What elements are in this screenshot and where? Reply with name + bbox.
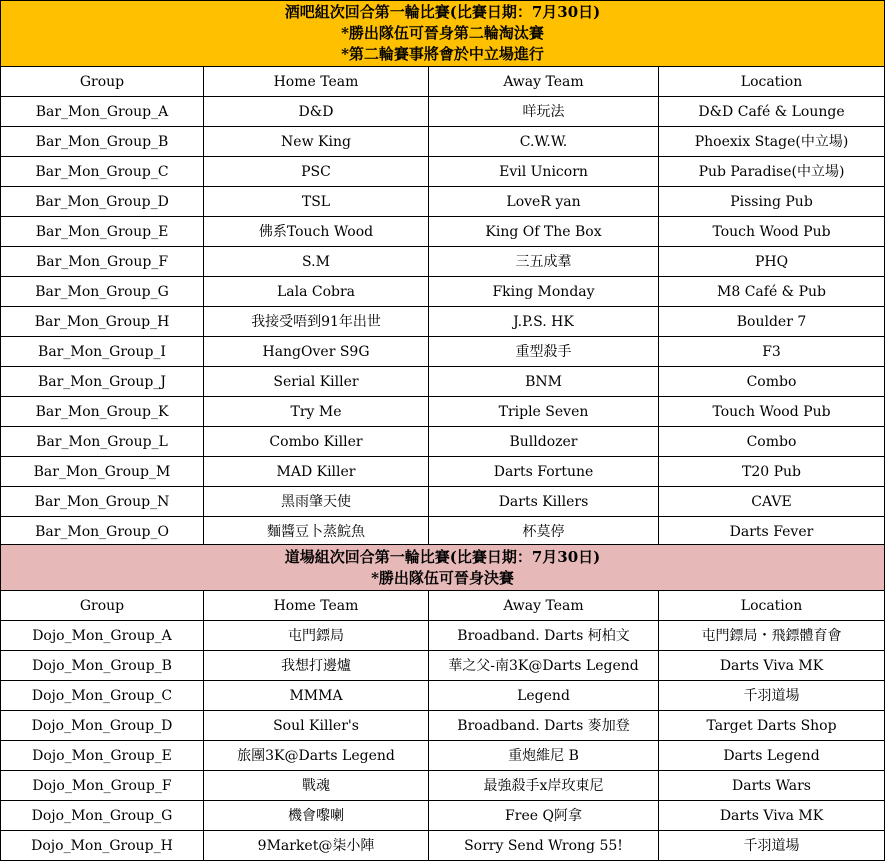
cell-home-team[interactable]: TSL: [204, 187, 429, 217]
cell-away-team[interactable]: Sorry Send Wrong 55!: [429, 831, 659, 861]
cell-group[interactable]: Dojo_Mon_Group_D: [1, 711, 204, 741]
bar-banner-title: 酒吧組次回合第一輪比賽(比賽日期：7月30日): [284, 3, 601, 21]
cell-group[interactable]: Bar_Mon_Group_H: [1, 307, 204, 337]
cell-location[interactable]: Pub Paradise(中立場): [659, 157, 885, 187]
cell-home-team[interactable]: MAD Killer: [204, 457, 429, 487]
bar-table-body: [1, 97, 885, 547]
cell-location[interactable]: D&D Café & Lounge: [659, 97, 885, 127]
cell-group[interactable]: Bar_Mon_Group_L: [1, 427, 204, 457]
cell-group[interactable]: Dojo_Mon_Group_C: [1, 681, 204, 711]
cell-location[interactable]: 千羽道場: [659, 681, 885, 711]
table-row: [1, 427, 885, 457]
table-row: [1, 307, 885, 337]
table-row: [1, 651, 885, 681]
cell-home-team[interactable]: Try Me: [204, 397, 429, 427]
header-cell-location[interactable]: Location: [659, 67, 885, 97]
cell-away-team[interactable]: Darts Killers: [429, 487, 659, 517]
cell-location[interactable]: Touch Wood Pub: [659, 397, 885, 427]
cell-home-team[interactable]: 戰魂: [204, 771, 429, 801]
cell-location[interactable]: Target Darts Shop: [659, 711, 885, 741]
header-cell-group[interactable]: Group: [1, 67, 204, 97]
header-cell-home-team[interactable]: Home Team: [204, 67, 429, 97]
dojo-group-schedule-table: [0, 544, 885, 861]
cell-location[interactable]: Darts Viva MK: [659, 651, 885, 681]
cell-location[interactable]: F3: [659, 337, 885, 367]
cell-away-team[interactable]: Bulldozer: [429, 427, 659, 457]
bar-banner-note-1: *勝出隊伍可晉身第二輪淘汰賽: [341, 24, 544, 42]
bar-banner-row: [1, 1, 885, 67]
cell-away-team[interactable]: Fking Monday: [429, 277, 659, 307]
cell-group[interactable]: Bar_Mon_Group_N: [1, 487, 204, 517]
cell-location[interactable]: Phoexix Stage(中立場): [659, 127, 885, 157]
table-row: [1, 157, 885, 187]
table-row: [1, 337, 885, 367]
cell-home-team[interactable]: Soul Killer's: [204, 711, 429, 741]
cell-group[interactable]: Dojo_Mon_Group_F: [1, 771, 204, 801]
cell-away-team[interactable]: Free Q阿拿: [429, 801, 659, 831]
cell-location[interactable]: M8 Café & Pub: [659, 277, 885, 307]
cell-group[interactable]: Bar_Mon_Group_D: [1, 187, 204, 217]
cell-home-team[interactable]: Serial Killer: [204, 367, 429, 397]
cell-group[interactable]: Bar_Mon_Group_M: [1, 457, 204, 487]
cell-group[interactable]: Dojo_Mon_Group_A: [1, 621, 204, 651]
cell-group[interactable]: Bar_Mon_Group_B: [1, 127, 204, 157]
cell-away-team[interactable]: LoveR yan: [429, 187, 659, 217]
cell-home-team[interactable]: 屯門鏢局: [204, 621, 429, 651]
cell-away-team[interactable]: 三五成羣: [429, 247, 659, 277]
cell-home-team[interactable]: Lala Cobra: [204, 277, 429, 307]
cell-location[interactable]: Darts Viva MK: [659, 801, 885, 831]
cell-group[interactable]: Bar_Mon_Group_F: [1, 247, 204, 277]
cell-away-team[interactable]: BNM: [429, 367, 659, 397]
cell-away-team[interactable]: Legend: [429, 681, 659, 711]
cell-home-team[interactable]: 我想打邊爐: [204, 651, 429, 681]
table-row: [1, 621, 885, 651]
cell-home-team[interactable]: 黑雨肇天使: [204, 487, 429, 517]
table-row: [1, 127, 885, 157]
cell-away-team[interactable]: 最強殺手x岸玫東尼: [429, 771, 659, 801]
cell-home-team[interactable]: 旅團3K@Darts Legend: [204, 741, 429, 771]
cell-away-team[interactable]: 重型殺手: [429, 337, 659, 367]
table-row: [1, 681, 885, 711]
cell-home-team[interactable]: PSC: [204, 157, 429, 187]
cell-location[interactable]: Darts Legend: [659, 741, 885, 771]
table-row: [1, 487, 885, 517]
table-row: [1, 97, 885, 127]
cell-group[interactable]: Bar_Mon_Group_A: [1, 97, 204, 127]
cell-group[interactable]: Dojo_Mon_Group_G: [1, 801, 204, 831]
table-row: [1, 517, 885, 547]
header-cell-home-team[interactable]: Home Team: [204, 591, 429, 621]
dojo-table-body: [1, 621, 885, 861]
cell-away-team[interactable]: King Of The Box: [429, 217, 659, 247]
cell-group[interactable]: Bar_Mon_Group_J: [1, 367, 204, 397]
dojo-banner-note-1: *勝出隊伍可晉身決賽: [371, 568, 514, 587]
header-cell-away-team[interactable]: Away Team: [429, 591, 659, 621]
table-row: [1, 801, 885, 831]
cell-away-team[interactable]: 咩玩法: [429, 97, 659, 127]
bar-header-row: [1, 67, 885, 97]
cell-location[interactable]: PHQ: [659, 247, 885, 277]
table-row: [1, 277, 885, 307]
cell-group[interactable]: Bar_Mon_Group_G: [1, 277, 204, 307]
cell-away-team[interactable]: C.W.W.: [429, 127, 659, 157]
cell-home-team[interactable]: MMMA: [204, 681, 429, 711]
table-row: [1, 771, 885, 801]
cell-home-team[interactable]: HangOver S9G: [204, 337, 429, 367]
cell-group[interactable]: Bar_Mon_Group_I: [1, 337, 204, 367]
cell-away-team[interactable]: J.P.S. HK: [429, 307, 659, 337]
table-row: [1, 831, 885, 861]
dojo-banner-title: 道場組次回合第一輪比賽(比賽日期：7月30日): [284, 547, 601, 566]
cell-location[interactable]: 千羽道場: [659, 831, 885, 861]
cell-away-team[interactable]: 杯莫停: [429, 517, 659, 547]
cell-home-team[interactable]: D&D: [204, 97, 429, 127]
header-cell-group[interactable]: Group: [1, 591, 204, 621]
cell-home-team[interactable]: 我接受唔到91年出世: [204, 307, 429, 337]
table-row: [1, 217, 885, 247]
bar-banner-note-2: *第二輪賽事將會於中立場進行: [341, 45, 544, 63]
table-row: [1, 187, 885, 217]
table-row: [1, 397, 885, 427]
cell-group[interactable]: Dojo_Mon_Group_E: [1, 741, 204, 771]
cell-home-team[interactable]: New King: [204, 127, 429, 157]
table-row: [1, 247, 885, 277]
cell-away-team[interactable]: Darts Fortune: [429, 457, 659, 487]
cell-away-team[interactable]: Triple Seven: [429, 397, 659, 427]
cell-location[interactable]: Darts Wars: [659, 771, 885, 801]
cell-location[interactable]: Touch Wood Pub: [659, 217, 885, 247]
cell-home-team[interactable]: S.M: [204, 247, 429, 277]
table-row: [1, 741, 885, 771]
cell-home-team[interactable]: 機會嚟喇: [204, 801, 429, 831]
bar-section-banner[interactable]: [1, 1, 885, 67]
table-row: [1, 711, 885, 741]
cell-location[interactable]: Combo: [659, 427, 885, 457]
table-row: [1, 457, 885, 487]
cell-away-team[interactable]: 重炮維尼 B: [429, 741, 659, 771]
cell-group[interactable]: Bar_Mon_Group_K: [1, 397, 204, 427]
cell-home-team[interactable]: 佛系Touch Wood: [204, 217, 429, 247]
cell-home-team[interactable]: 9Market@柒小陣: [204, 831, 429, 861]
cell-location[interactable]: Pissing Pub: [659, 187, 885, 217]
dojo-header-row: [1, 591, 885, 621]
cell-location[interactable]: Combo: [659, 367, 885, 397]
cell-home-team[interactable]: 麵醬豆卜蒸鯇魚: [204, 517, 429, 547]
cell-location[interactable]: CAVE: [659, 487, 885, 517]
cell-group[interactable]: Dojo_Mon_Group_H: [1, 831, 204, 861]
table-row: [1, 367, 885, 397]
cell-location[interactable]: T20 Pub: [659, 457, 885, 487]
dojo-section-banner[interactable]: [1, 545, 885, 591]
cell-location[interactable]: Darts Fever: [659, 517, 885, 547]
cell-away-team[interactable]: 華之父-南3K@Darts Legend: [429, 651, 659, 681]
header-cell-location[interactable]: Location: [659, 591, 885, 621]
cell-away-team[interactable]: Evil Unicorn: [429, 157, 659, 187]
header-cell-away-team[interactable]: Away Team: [429, 67, 659, 97]
cell-location[interactable]: Boulder 7: [659, 307, 885, 337]
dojo-banner-row: [1, 545, 885, 591]
cell-group[interactable]: Bar_Mon_Group_E: [1, 217, 204, 247]
cell-away-team[interactable]: Broadband. Darts 柯柏文: [429, 621, 659, 651]
cell-home-team[interactable]: Combo Killer: [204, 427, 429, 457]
cell-location[interactable]: 屯門鏢局・飛鏢體育會: [659, 621, 885, 651]
cell-group[interactable]: Bar_Mon_Group_C: [1, 157, 204, 187]
cell-group[interactable]: Dojo_Mon_Group_B: [1, 651, 204, 681]
cell-away-team[interactable]: Broadband. Darts 麥加登: [429, 711, 659, 741]
cell-group[interactable]: Bar_Mon_Group_O: [1, 517, 204, 547]
